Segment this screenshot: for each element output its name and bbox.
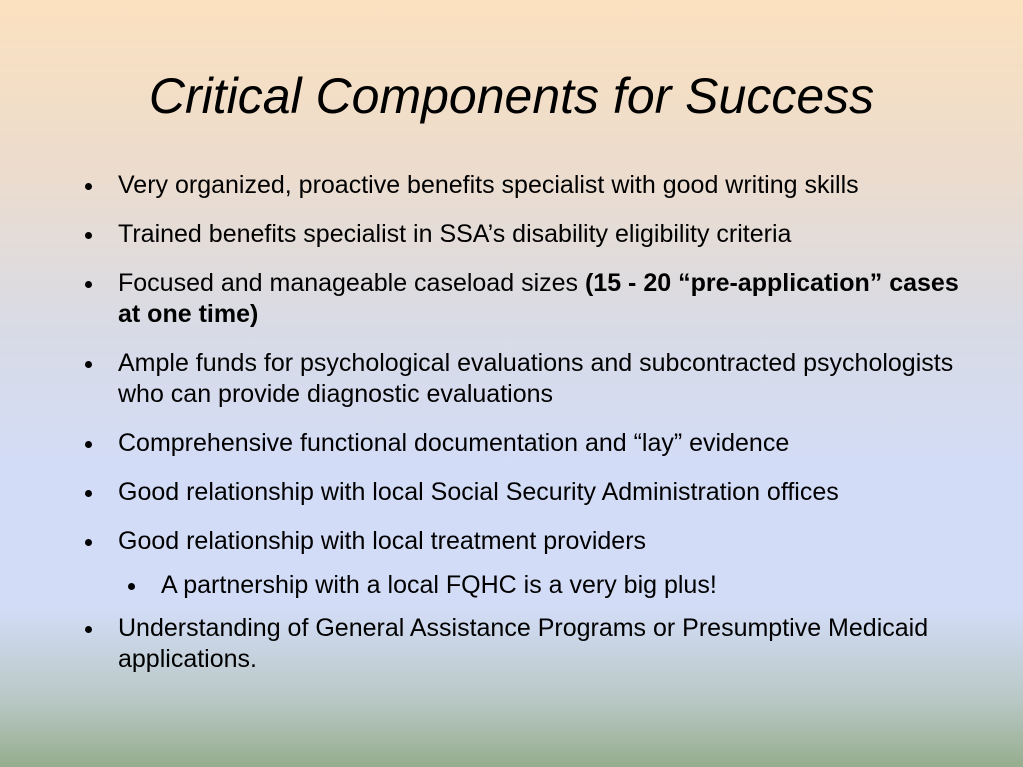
bullet-item: [0, 613, 1023, 675]
bullet-text: Ample funds for psychological evaluations and subcontracted psychologists who can provide diagnostic evaluations: [118, 349, 954, 408]
bullet-item: [0, 428, 1023, 459]
bullet-text: A partnership with a local FQHC is a very big plus!: [161, 571, 717, 599]
bullet-item: [0, 268, 1023, 330]
bullet-dot-icon: [85, 361, 92, 368]
bullet-dot-icon: [128, 583, 135, 590]
bullet-list: [0, 170, 1023, 693]
slide-title: Critical Components for Success: [148, 68, 875, 124]
bullet-text: Very organized, proactive benefits specialist with good writing skills: [118, 171, 859, 199]
bullet-dot-icon: [85, 183, 92, 190]
bullet-dot-icon: [85, 539, 92, 546]
bullet-item: [0, 170, 1023, 201]
bullet-text: Trained benefits specialist in SSA’s disability eligibility criteria: [118, 220, 792, 248]
bullet-dot-icon: [85, 441, 92, 448]
bullet-item: [0, 477, 1023, 508]
bullet-dot-icon: [85, 626, 92, 633]
bullet-item: [0, 348, 1023, 410]
bullet-text: Good relationship with local treatment providers: [118, 527, 647, 555]
bullet-item: [0, 219, 1023, 250]
bullet-bold-text: (15 - 20 “pre-application” cases at one time): [118, 269, 959, 328]
bullet-dot-icon: [85, 490, 92, 497]
sub-bullet-item: [0, 570, 1023, 601]
bullet-item: [0, 526, 1023, 557]
bullet-text: Focused and manageable caseload sizes: [118, 269, 585, 297]
bullet-text: Good relationship with local Social Security Administration offices: [118, 478, 839, 506]
bullet-dot-icon: [85, 281, 92, 288]
bullet-text: Comprehensive functional documentation and “lay” evidence: [118, 429, 790, 457]
bullet-text: Understanding of General Assistance Programs or Presumptive Medicaid applications.: [118, 614, 929, 673]
bullet-dot-icon: [85, 232, 92, 239]
